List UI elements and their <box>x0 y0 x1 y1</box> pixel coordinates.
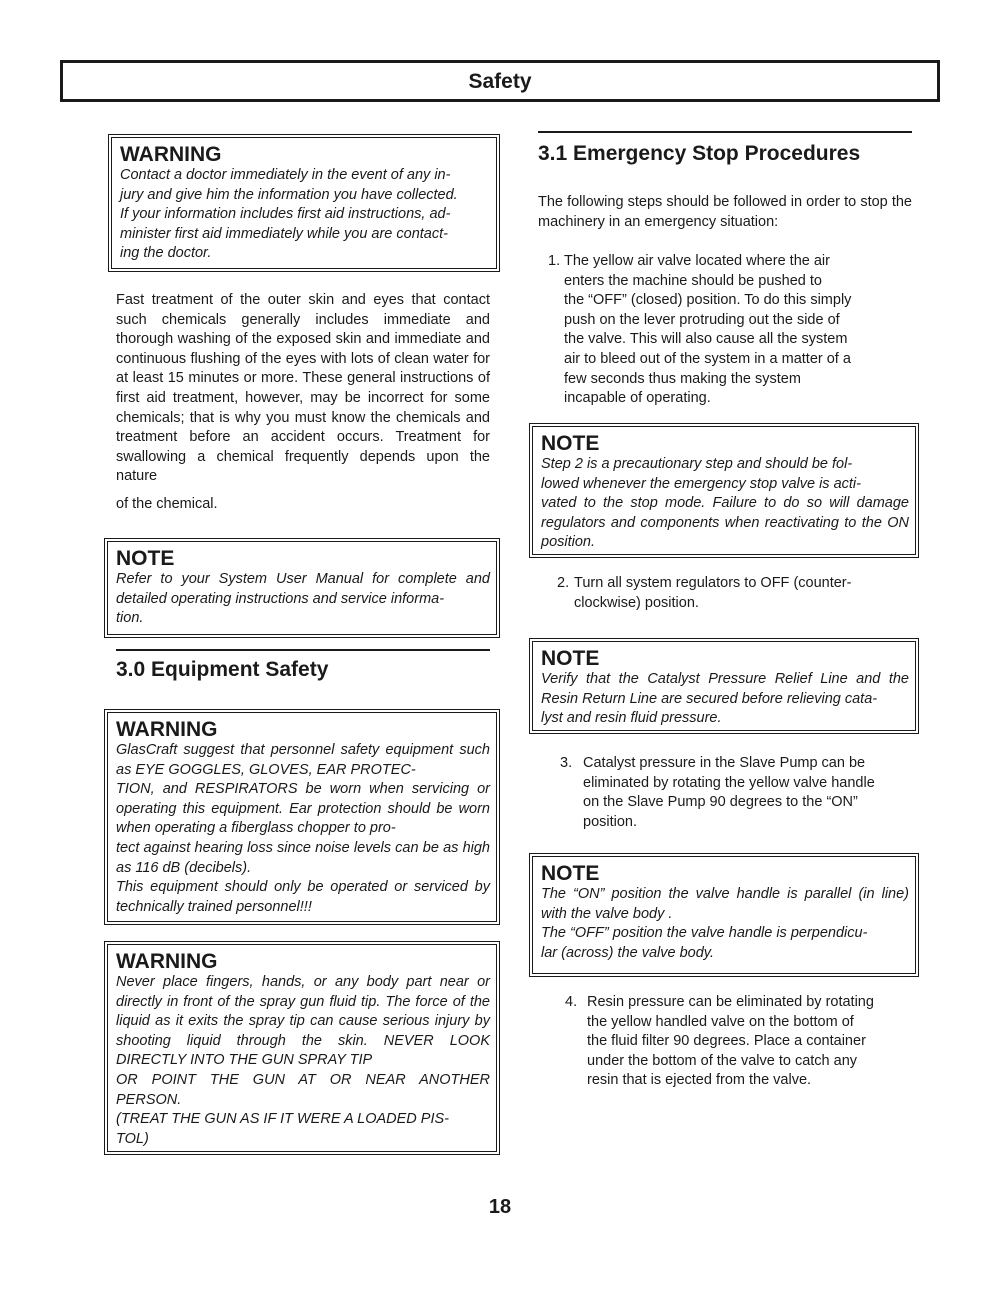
section-divider <box>116 649 490 651</box>
first-aid-paragraph: Fast treatment of the outer skin and eyes that contact such chemicals generally includes immediate and thorough washing of the exposed skin and immediate and continuous flushing of the eyes with lots of clean water for at least 15 minutes or more. These general instructions of first aid treatment, however, may be incorrect for some chemicals; that is why you must know the chemicals and treatment before an accident occurs. Treatment for swallowing a chemical frequently depends upon the nature <box>116 292 490 485</box>
emergency-stop-heading: 3.1 Emergency Stop Procedures <box>538 142 861 165</box>
warning-title: WARNING <box>120 143 222 166</box>
step-2 <box>557 574 912 613</box>
note-box-valve-position <box>529 853 919 977</box>
step-text: Resin pressure can be eliminated by rotating the yellow handled valve on the bottom of the fluid filter 90 degrees. Place a container under the bottom of the valve to catch any resin that is ejected from the valve. <box>587 994 874 1089</box>
section-title: Safety <box>468 70 532 93</box>
section-header <box>60 60 940 102</box>
warning-title: WARNING <box>116 950 218 973</box>
step-number: 2. <box>557 575 570 591</box>
warning-box-first-aid <box>108 134 500 272</box>
note-box-precaution <box>529 423 919 558</box>
equipment-safety-heading: 3.0 Equipment Safety <box>116 658 329 681</box>
note-title: NOTE <box>541 647 600 670</box>
step-3 <box>560 754 912 832</box>
note-box-relief-line <box>529 638 919 734</box>
note-box-user-manual <box>104 538 500 638</box>
step-1 <box>548 252 912 409</box>
step-number: 3. <box>560 755 573 771</box>
step-text: Catalyst pressure in the Slave Pump can be eliminated by rotating the yellow valve handle on the Slave Pump 90 degrees to the “ON” position. <box>583 755 875 830</box>
emergency-stop-intro: The following steps should be followed in order to stop the machinery in an emergency situation: <box>538 194 912 230</box>
page-number: 18 <box>488 1196 512 1218</box>
note-body: The “ON” position the valve handle is parallel (in line) with the valve body . The “OFF” position the valve handle is perpendicu- lar (across) the valve body. <box>541 886 909 961</box>
step-text: The yellow air valve located where the air enters the machine should be pushed to the “OFF” (closed) position. To do this simply push on the lever protruding out the side of the valve. This will also cause all the system air to bleed out of the system in a matter of a few seconds thus making the system incapable of operating. <box>564 253 852 407</box>
note-title: NOTE <box>116 547 175 570</box>
step-4 <box>565 993 912 1091</box>
warning-body: GlasCraft suggest that personnel safety equipment such as EYE GOGGLES, GLOVES, EAR PROTEC- TION, and RESPIRATORS be worn when servicing or operating this equipment. Ear protection should be worn when operating a fiberglass chopper to pro- tect against hearing loss since noise levels can be as high as 116 dB (decibels). This equipment should only be operated or serviced by technically trained personnel!!! <box>116 742 490 915</box>
note-body: Refer to your System User Manual for complete and detailed operating instructions and service informa- tion. <box>116 571 490 627</box>
step-number: 1. <box>548 253 561 269</box>
first-aid-paragraph-end: of the chemical. <box>116 496 218 512</box>
warning-title: WARNING <box>116 718 218 741</box>
note-title: NOTE <box>541 862 600 885</box>
step-text: Turn all system regulators to OFF (counter- clockwise) position. <box>574 575 852 611</box>
step-number: 4. <box>565 994 578 1010</box>
warning-body: Contact a doctor immediately in the event of any in- jury and give him the information you have collected. If your information includes first aid instructions, ad- minister first aid immediately while you are contact- ing the doctor. <box>120 167 458 262</box>
note-body: Verify that the Catalyst Pressure Relief Line and the Resin Return Line are secured before relieving cata- lyst and resin fluid pressure. <box>541 671 909 727</box>
section-divider <box>538 131 912 133</box>
note-body: Step 2 is a precautionary step and should be fol- lowed whenever the emergency stop valve is acti- vated to the stop mode. Failure to do so will damage regulators and components when reactivating to the ON position. <box>541 456 909 551</box>
warning-box-spray-gun <box>104 941 500 1155</box>
note-title: NOTE <box>541 432 600 455</box>
warning-box-safety-equipment <box>104 709 500 925</box>
warning-body: Never place fingers, hands, or any body part near or directly in front of the spray gun fluid tip. The force of the liquid as it exits the spray tip can cause serious injury by shooting liquid through the skin. NEVER LOOK DIRECTLY INTO THE GUN SPRAY TIP OR POINT THE GUN AT OR NEAR ANOTHER PERSON. (TREAT THE GUN AS IF IT WERE A LOADED PIS- TOL) <box>116 974 490 1147</box>
